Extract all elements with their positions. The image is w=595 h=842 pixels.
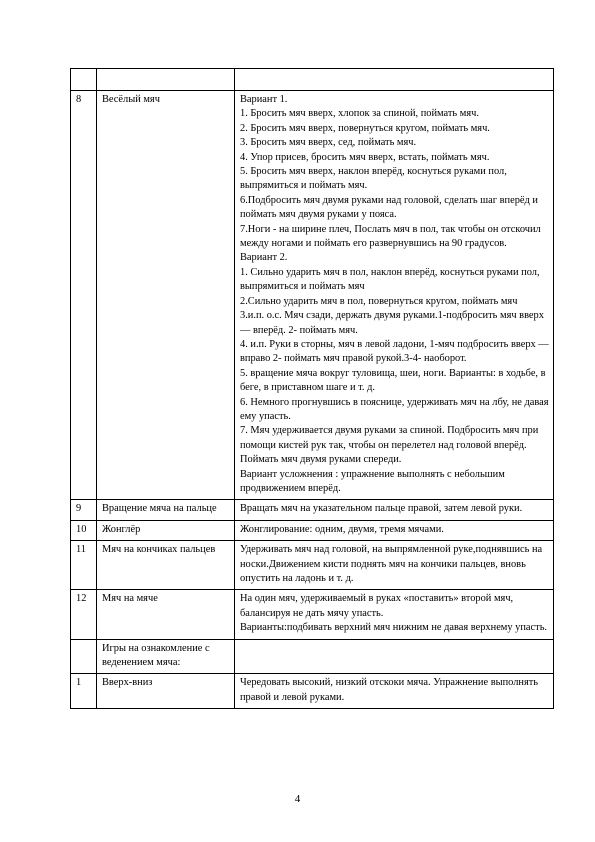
row-number: 11	[71, 541, 97, 590]
description-line: Жонглирование: одним, двумя, тремя мячами.	[240, 523, 444, 535]
exercise-description	[235, 520, 554, 540]
description-line: Чередовать высокий, низкий отскоки мяча. Упражнение выполнять правой и левой руками.	[240, 677, 539, 703]
description-line: 5. Бросить мяч вверх, наклон вперёд, коснуться руками пол, выпрямиться и поймать мяч.	[240, 166, 507, 192]
table-row	[71, 674, 554, 709]
description-line: Удерживать мяч над головой, на выпрямленной руке,поднявшись на носки.Движением кисти поднять мяч на кончики пальцев, вновь опустить на ладонь и т. д.	[240, 544, 543, 584]
row-number: 9	[71, 500, 97, 520]
description-line: 7.Ноги - на ширине плеч, Послать мяч в пол, так чтобы он отскочил между ногами и поймать его развернувшись на 90 градусов.	[240, 223, 541, 250]
exercise-name: Жонглёр	[97, 520, 235, 540]
section-heading: Игры на ознакомление с веденением мяча:	[97, 639, 235, 674]
description-line: Вариант 2.	[240, 252, 288, 264]
exercise-table	[70, 68, 554, 709]
description-line: 1. Бросить мяч вверх, хлопок за спиной, поймать мяч.	[240, 108, 479, 120]
description-line: 4. и.п. Руки в сторны, мяч в левой ладони, 1-мяч подбросить вверх — вправо 2- поймать мяч правой рукой.3-4- наоборот.	[240, 338, 549, 365]
description-line: 3.и.п. о.с. Мяч сзади, держать двумя руками.1-подбросить мяч вверх — вперёд. 2- поймать мяч.	[240, 310, 544, 336]
row-number: 10	[71, 520, 97, 540]
row-number	[71, 69, 97, 91]
description-line: Вариант 1.	[240, 94, 288, 105]
exercise-name	[97, 69, 235, 91]
table-row	[71, 590, 554, 639]
exercise-description	[235, 541, 554, 590]
exercise-description	[235, 674, 554, 709]
page-number: 4	[294, 793, 301, 805]
exercise-description	[235, 500, 554, 520]
description-line: 7. Мяч удерживается двумя руками за спиной. Подбросить мяч при помощи кистей рук так, чтобы он перелетел над головой вперёд. Поймать мяч двумя руками спереди.	[240, 425, 539, 466]
exercise-description	[235, 69, 554, 91]
description-line: 6. Немного прогнувшись в пояснице, удерживать мяч на лбу, не давая ему упасть.	[240, 396, 549, 422]
exercise-name: Вращение мяча на пальце	[97, 500, 235, 520]
row-number: 12	[71, 590, 97, 639]
description-line: 3. Бросить мяч вверх, сед, поймать мяч.	[240, 137, 417, 149]
exercise-description	[235, 91, 554, 500]
table-row	[71, 500, 554, 520]
description-line: На один мяч, удерживаемый в руках «поставить» второй мяч, балансируя не дать мячу упасть.	[240, 593, 514, 619]
description-line: Варианты:подбивать верхний мяч нижним не давая верхнему упасть.	[240, 622, 548, 634]
exercise-description	[235, 590, 554, 639]
exercise-description	[235, 639, 554, 674]
table-row	[71, 639, 554, 674]
description-line: Вариант усложнения : упражнение выполнять с небольшим продвижением вперёд.	[240, 468, 505, 494]
description-line: 5. вращение мяча вокруг туловища, шеи, ноги. Варианты: в ходьбе, в беге, в приставном шаге и т. д.	[240, 367, 546, 394]
row-number	[71, 639, 97, 674]
row-number: 8	[71, 91, 97, 500]
exercise-name: Весёлый мяч	[97, 91, 235, 500]
description-line: 4. Упор присев, бросить мяч вверх, встать, поймать мяч.	[240, 151, 490, 163]
table-row	[71, 520, 554, 540]
table-row	[71, 69, 554, 91]
exercise-name: Вверх-вниз	[97, 674, 235, 709]
exercise-name: Мяч на кончиках пальцев	[97, 541, 235, 590]
row-number: 1	[71, 674, 97, 709]
description-line: 6.Подбросить мяч двумя руками над головой, сделать шаг вперёд и поймать мяч двумя руками у пояса.	[240, 194, 538, 221]
table-row	[71, 91, 554, 500]
exercise-name: Мяч на мяче	[97, 590, 235, 639]
table-row	[71, 541, 554, 590]
description-line: Вращать мяч на указательном пальце правой, затем левой руки.	[240, 503, 523, 515]
description-line: 2. Бросить мяч вверх, повернуться кругом, поймать мяч.	[240, 122, 490, 134]
description-line: 2.Сильно ударить мяч в пол, повернуться кругом, поймать мяч	[240, 295, 518, 307]
description-line: 1. Сильно ударить мяч в пол, наклон вперёд, коснуться руками пол, выпрямиться и поймать мяч	[240, 266, 540, 293]
